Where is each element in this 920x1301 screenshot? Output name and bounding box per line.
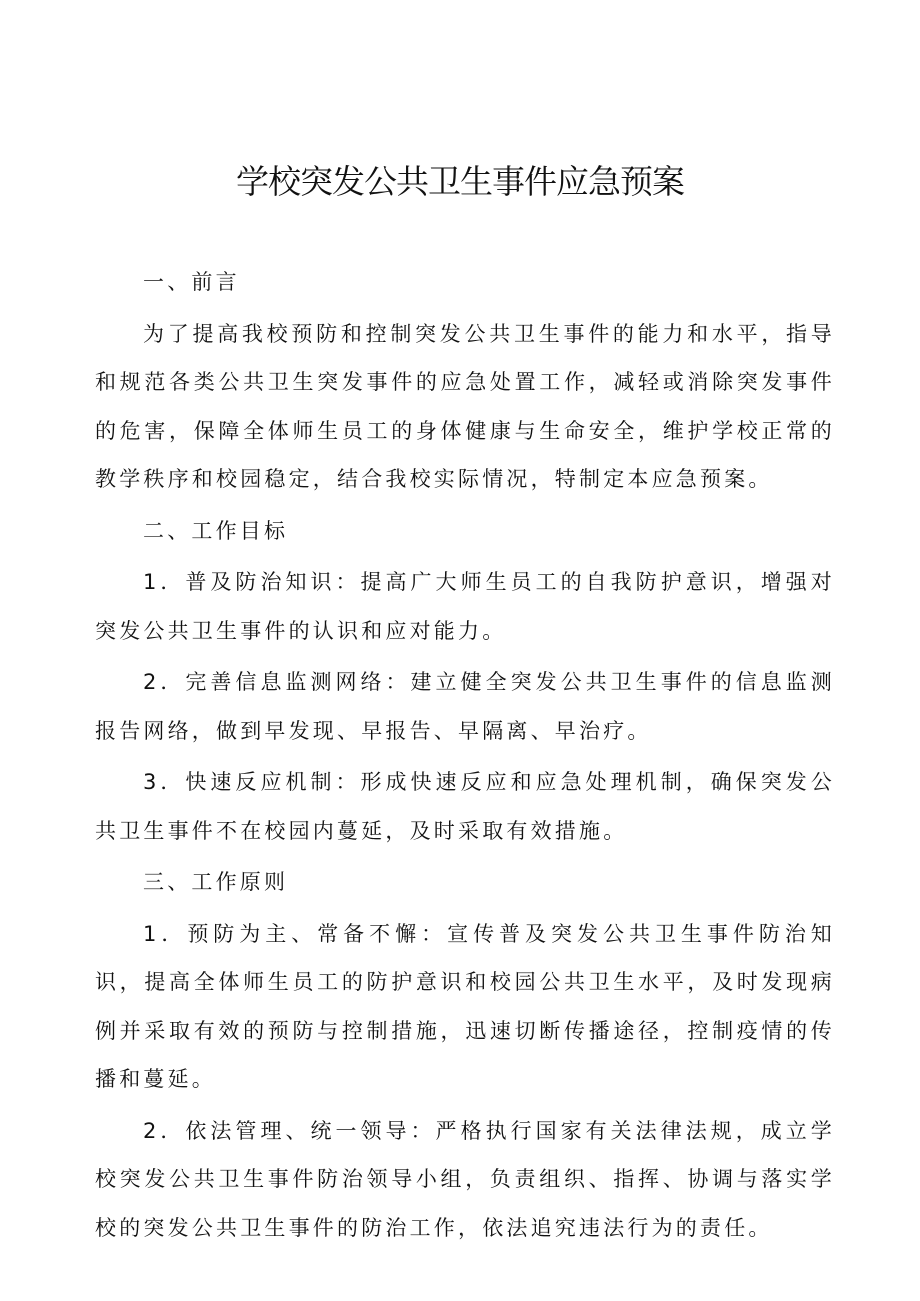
section-work-principles [95, 858, 835, 1252]
paragraph: 为了提高我校预防和控制突发公共卫生事件的能力和水平，指导和规范各类公共卫生突发事件的应急处置工作，减轻或消除突发事件的危害，保障全体师生员工的身体健康与生命安全，维护学校正常的教学秩序和校园稳定，结合我校实际情况，特制定本应急预案。 [95, 321, 835, 491]
document-title: 学校突发公共卫生事件应急预案 [236, 162, 684, 201]
section-heading: 三、工作原则 [143, 870, 289, 894]
paragraph: 1．预防为主、常备不懈：宣传普及突发公共卫生事件防治知识，提高全体师生员工的防护意识和校园公共卫生水平，及时发现病例并采取有效的预防与控制措施，迅速切断传播途径，控制疫情的传播和蔓延。 [95, 921, 835, 1091]
section-work-goals [95, 507, 835, 856]
paragraph: 2．完善信息监测网络：建立健全突发公共卫生事件的信息监测报告网络，做到早发现、早报告、早隔离、早治疗。 [95, 670, 835, 743]
section-heading: 一、前言 [143, 270, 240, 294]
section-heading: 二、工作目标 [143, 518, 289, 543]
paragraph: 3．快速反应机制：形成快速反应和应急处理机制，确保突发公共卫生事件不在校园内蔓延，及时采取有效措施。 [95, 770, 835, 843]
paragraph: 1．普及防治知识：提高广大师生员工的自我防护意识，增强对突发公共卫生事件的认识和应对能力。 [95, 570, 835, 643]
section-preface [95, 258, 835, 504]
document-body [95, 258, 835, 1255]
paragraph: 2．依法管理、统一领导：严格执行国家有关法律法规，成立学校突发公共卫生事件防治领导小组，负责组织、指挥、协调与落实学校的突发公共卫生事件的防治工作，依法追究违法行为的责任。 [95, 1118, 835, 1240]
